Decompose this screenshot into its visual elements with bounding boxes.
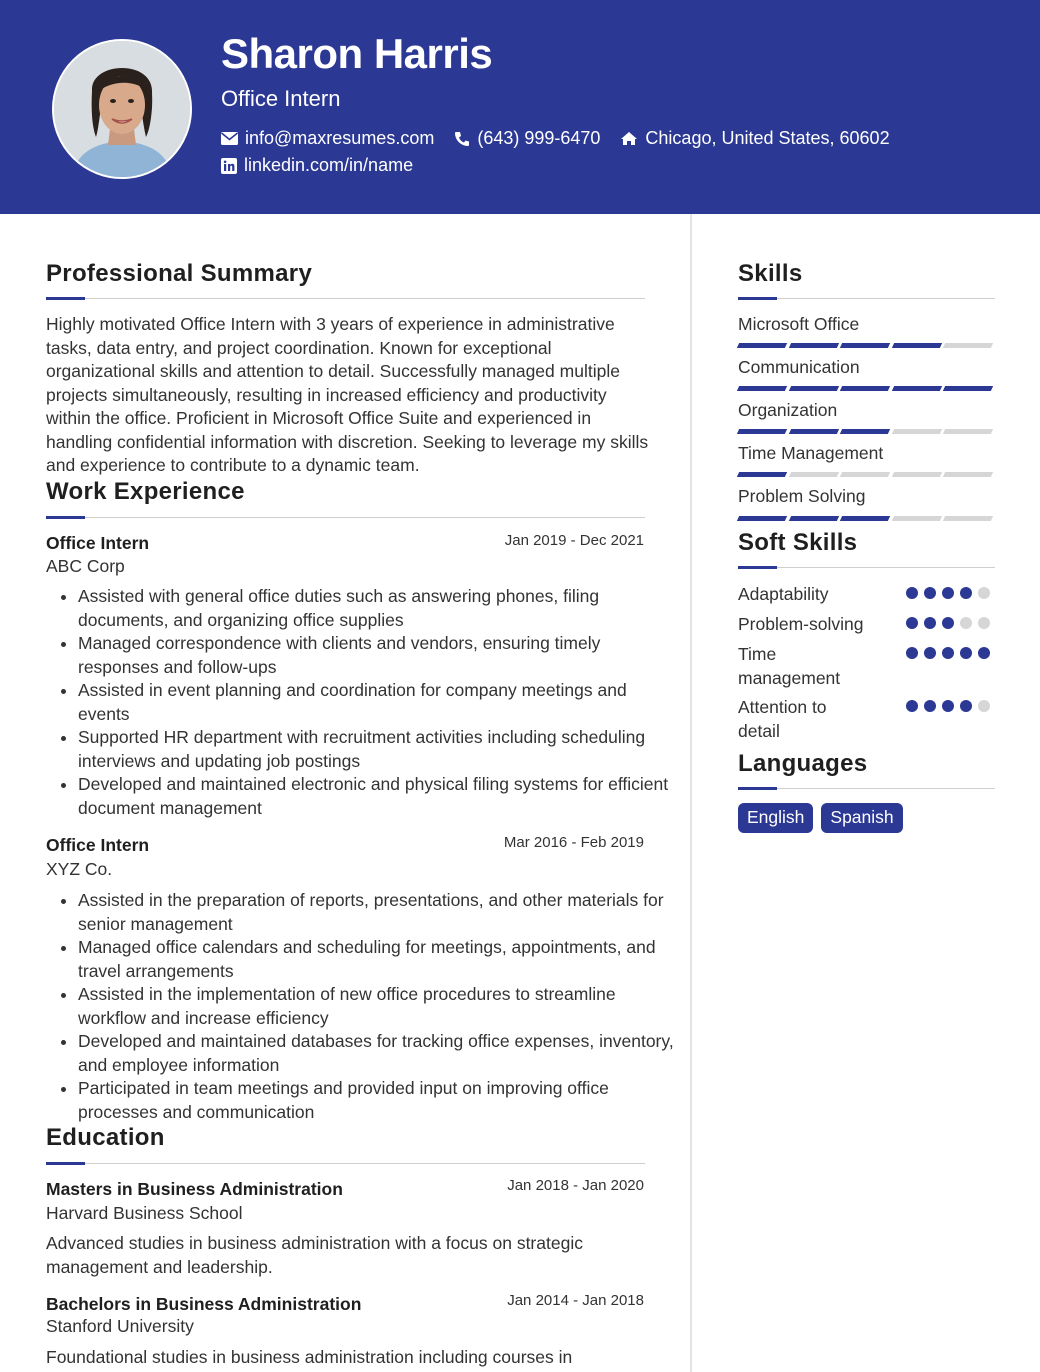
rating-dot xyxy=(960,700,972,712)
degree-dates: Jan 2018 - Jan 2020 xyxy=(507,1177,644,1194)
home-icon xyxy=(620,131,638,146)
job-bullet: • Managed office calendars and scheduling for meetings, appointments, and travel arrangements xyxy=(78,936,678,983)
skill-bar-segment xyxy=(737,343,787,348)
rating-dot xyxy=(924,587,936,599)
linkedin-text: linkedin.com/in/name xyxy=(244,155,414,175)
job-company: ABC Corp xyxy=(46,556,125,576)
job-bullet: • Developed and maintained electronic and physical filing systems for efficient document management xyxy=(78,773,678,820)
school-name: Stanford University xyxy=(46,1316,194,1336)
skill-bar-segment xyxy=(840,429,890,434)
rule-accent xyxy=(46,297,85,300)
skill-bar-segment xyxy=(891,472,941,477)
language-badge: English xyxy=(738,803,813,833)
rating-dot xyxy=(924,617,936,629)
job-title: Office Intern xyxy=(46,835,150,855)
job-bullet: • Assisted in event planning and coordination for company meetings and events xyxy=(78,679,678,726)
location-item xyxy=(620,128,889,149)
skill-bar-segment xyxy=(840,386,890,391)
degree-dates: Jan 2014 - Jan 2018 xyxy=(507,1292,644,1309)
skill-bar-segment xyxy=(943,472,993,477)
skill-bar-segment xyxy=(943,429,993,434)
skill-bar-segment xyxy=(737,386,787,391)
phone-text: (643) 999-6470 xyxy=(477,128,601,148)
language-list xyxy=(738,803,903,833)
rating-dot xyxy=(978,647,990,659)
rule-accent xyxy=(738,566,777,569)
candidate-name: Sharon Harris xyxy=(221,30,493,77)
rating-dot xyxy=(960,647,972,659)
skill-bar-segment xyxy=(737,472,787,477)
linkedin-item[interactable] xyxy=(221,155,413,176)
degree-title: Masters in Business Administration xyxy=(46,1179,343,1199)
job-bullets xyxy=(46,585,678,820)
rating-dot xyxy=(960,617,972,629)
skill-bar-segment xyxy=(943,386,993,391)
soft-skill-name: Attention to detail xyxy=(738,697,827,741)
skill-bar-segment xyxy=(840,472,890,477)
rating-dot xyxy=(906,647,918,659)
rating-dot xyxy=(978,587,990,599)
job-bullet: • Assisted in the preparation of reports, presentations, and other materials for senior management xyxy=(78,889,678,936)
skill-bar-segment xyxy=(891,386,941,391)
job-bullet: • Participated in team meetings and provided input on improving office processes and communication xyxy=(78,1077,678,1124)
skill-bar-segment xyxy=(840,343,890,348)
job-bullet: • Assisted with general office duties such as answering phones, filing documents, and organizing office supplies xyxy=(78,585,678,632)
degree-description: Foundational studies in business administration including courses in xyxy=(46,1347,573,1367)
rating-dot xyxy=(942,617,954,629)
soft-skill-name: Adaptability xyxy=(738,584,829,604)
education-heading: Education xyxy=(46,1124,165,1151)
email-item[interactable] xyxy=(221,128,434,149)
experience-rule xyxy=(46,517,645,518)
skill-bar-segment xyxy=(891,516,941,521)
soft-skill-rating xyxy=(906,617,990,629)
phone-icon xyxy=(454,131,470,147)
skill-bar-segment xyxy=(788,386,838,391)
job-bullet: • Developed and maintained databases for tracking office expenses, inventory, and employee information xyxy=(78,1030,678,1077)
envelope-icon xyxy=(221,132,238,145)
soft-skill-name: Problem-solving xyxy=(738,614,864,634)
skill-bar xyxy=(738,343,992,348)
linkedin-icon xyxy=(221,158,237,174)
rating-dot xyxy=(906,617,918,629)
summary-rule xyxy=(46,298,645,299)
skill-bar-segment xyxy=(737,516,787,521)
skill-name: Microsoft Office xyxy=(738,314,860,334)
skill-bar-segment xyxy=(891,429,941,434)
rating-dot xyxy=(960,587,972,599)
summary-text: Highly motivated Office Intern with 3 years of experience in administrative tasks, data entry, and project coordination. Known for exceptional organizational skills and attention to detail. Successfully managed multiple projects simultaneously, resulting in increased efficiency and productivity within the office. Proficient in Microsoft Office Suite and experienced in handling confidential information with discretion. Seeking to leverage my skills and experience to contribute to a dynamic team. xyxy=(46,314,649,475)
rating-dot xyxy=(942,587,954,599)
skill-bar-segment xyxy=(943,343,993,348)
skill-bar xyxy=(738,429,992,434)
job-bullet: • Supported HR department with recruitment activities including scheduling interviews and updating job postings xyxy=(78,726,678,773)
soft-skill-rating xyxy=(906,700,990,712)
summary-heading: Professional Summary xyxy=(46,260,313,287)
skill-name: Problem Solving xyxy=(738,486,866,506)
avatar xyxy=(52,39,192,179)
skill-bar xyxy=(738,516,992,521)
rating-dot xyxy=(942,647,954,659)
skill-name: Time Management xyxy=(738,443,884,463)
skills-heading: Skills xyxy=(738,260,803,287)
skill-bar-segment xyxy=(788,429,838,434)
skills-rule xyxy=(738,298,995,299)
skill-bar-segment xyxy=(943,516,993,521)
languages-heading: Languages xyxy=(738,750,868,777)
rating-dot xyxy=(906,587,918,599)
skill-bar xyxy=(738,386,992,391)
language-badge: Spanish xyxy=(821,803,902,833)
job-bullets xyxy=(46,889,678,1124)
skill-bar-segment xyxy=(840,516,890,521)
profile-photo xyxy=(54,41,190,177)
rating-dot xyxy=(906,700,918,712)
skill-bar-segment xyxy=(737,429,787,434)
soft-skill-rating xyxy=(906,587,990,599)
soft-skills-heading: Soft Skills xyxy=(738,529,858,556)
job-bullet: • Managed correspondence with clients and vendors, ensuring timely responses and follow-ups xyxy=(78,632,678,679)
contact-row-2 xyxy=(221,155,413,176)
soft-skills-rule xyxy=(738,567,995,568)
rating-dot xyxy=(978,700,990,712)
skill-bar-segment xyxy=(788,472,838,477)
experience-heading: Work Experience xyxy=(46,478,245,505)
skill-bar-segment xyxy=(891,343,941,348)
rule-accent xyxy=(738,787,777,790)
job-dates: Mar 2016 - Feb 2019 xyxy=(503,834,644,851)
rule-accent xyxy=(738,297,777,300)
school-name: Harvard Business School xyxy=(46,1203,243,1223)
contact-row xyxy=(221,128,890,149)
candidate-title: Office Intern xyxy=(221,86,341,111)
education-rule xyxy=(46,1163,645,1164)
rating-dot xyxy=(978,617,990,629)
job-dates: Jan 2019 - Dec 2021 xyxy=(504,532,644,549)
resume-header xyxy=(0,0,1040,214)
phone-item[interactable] xyxy=(454,128,600,149)
column-divider xyxy=(690,214,692,1372)
job-bullet: • Assisted in the implementation of new office procedures to streamline workflow and increase efficiency xyxy=(78,983,678,1030)
rule-accent xyxy=(46,516,85,519)
skill-bar-segment xyxy=(788,516,838,521)
rating-dot xyxy=(924,647,936,659)
location-text: Chicago, United States, 60602 xyxy=(645,128,890,148)
languages-rule xyxy=(738,788,995,789)
skill-bar xyxy=(738,472,992,477)
email-text: info@maxresumes.com xyxy=(245,128,435,148)
rule-accent xyxy=(46,1162,85,1165)
soft-skill-name: Time management xyxy=(738,644,841,688)
degree-description: Advanced studies in business administration with a focus on strategic management and leadership. xyxy=(46,1233,583,1277)
degree-title: Bachelors in Business Administration xyxy=(46,1294,362,1314)
job-company: XYZ Co. xyxy=(46,859,113,879)
skill-name: Organization xyxy=(738,400,838,420)
rating-dot xyxy=(924,700,936,712)
skill-bar-segment xyxy=(788,343,838,348)
job-title: Office Intern xyxy=(46,533,150,553)
soft-skill-rating xyxy=(906,647,990,659)
rating-dot xyxy=(942,700,954,712)
skill-name: Communication xyxy=(738,357,860,377)
